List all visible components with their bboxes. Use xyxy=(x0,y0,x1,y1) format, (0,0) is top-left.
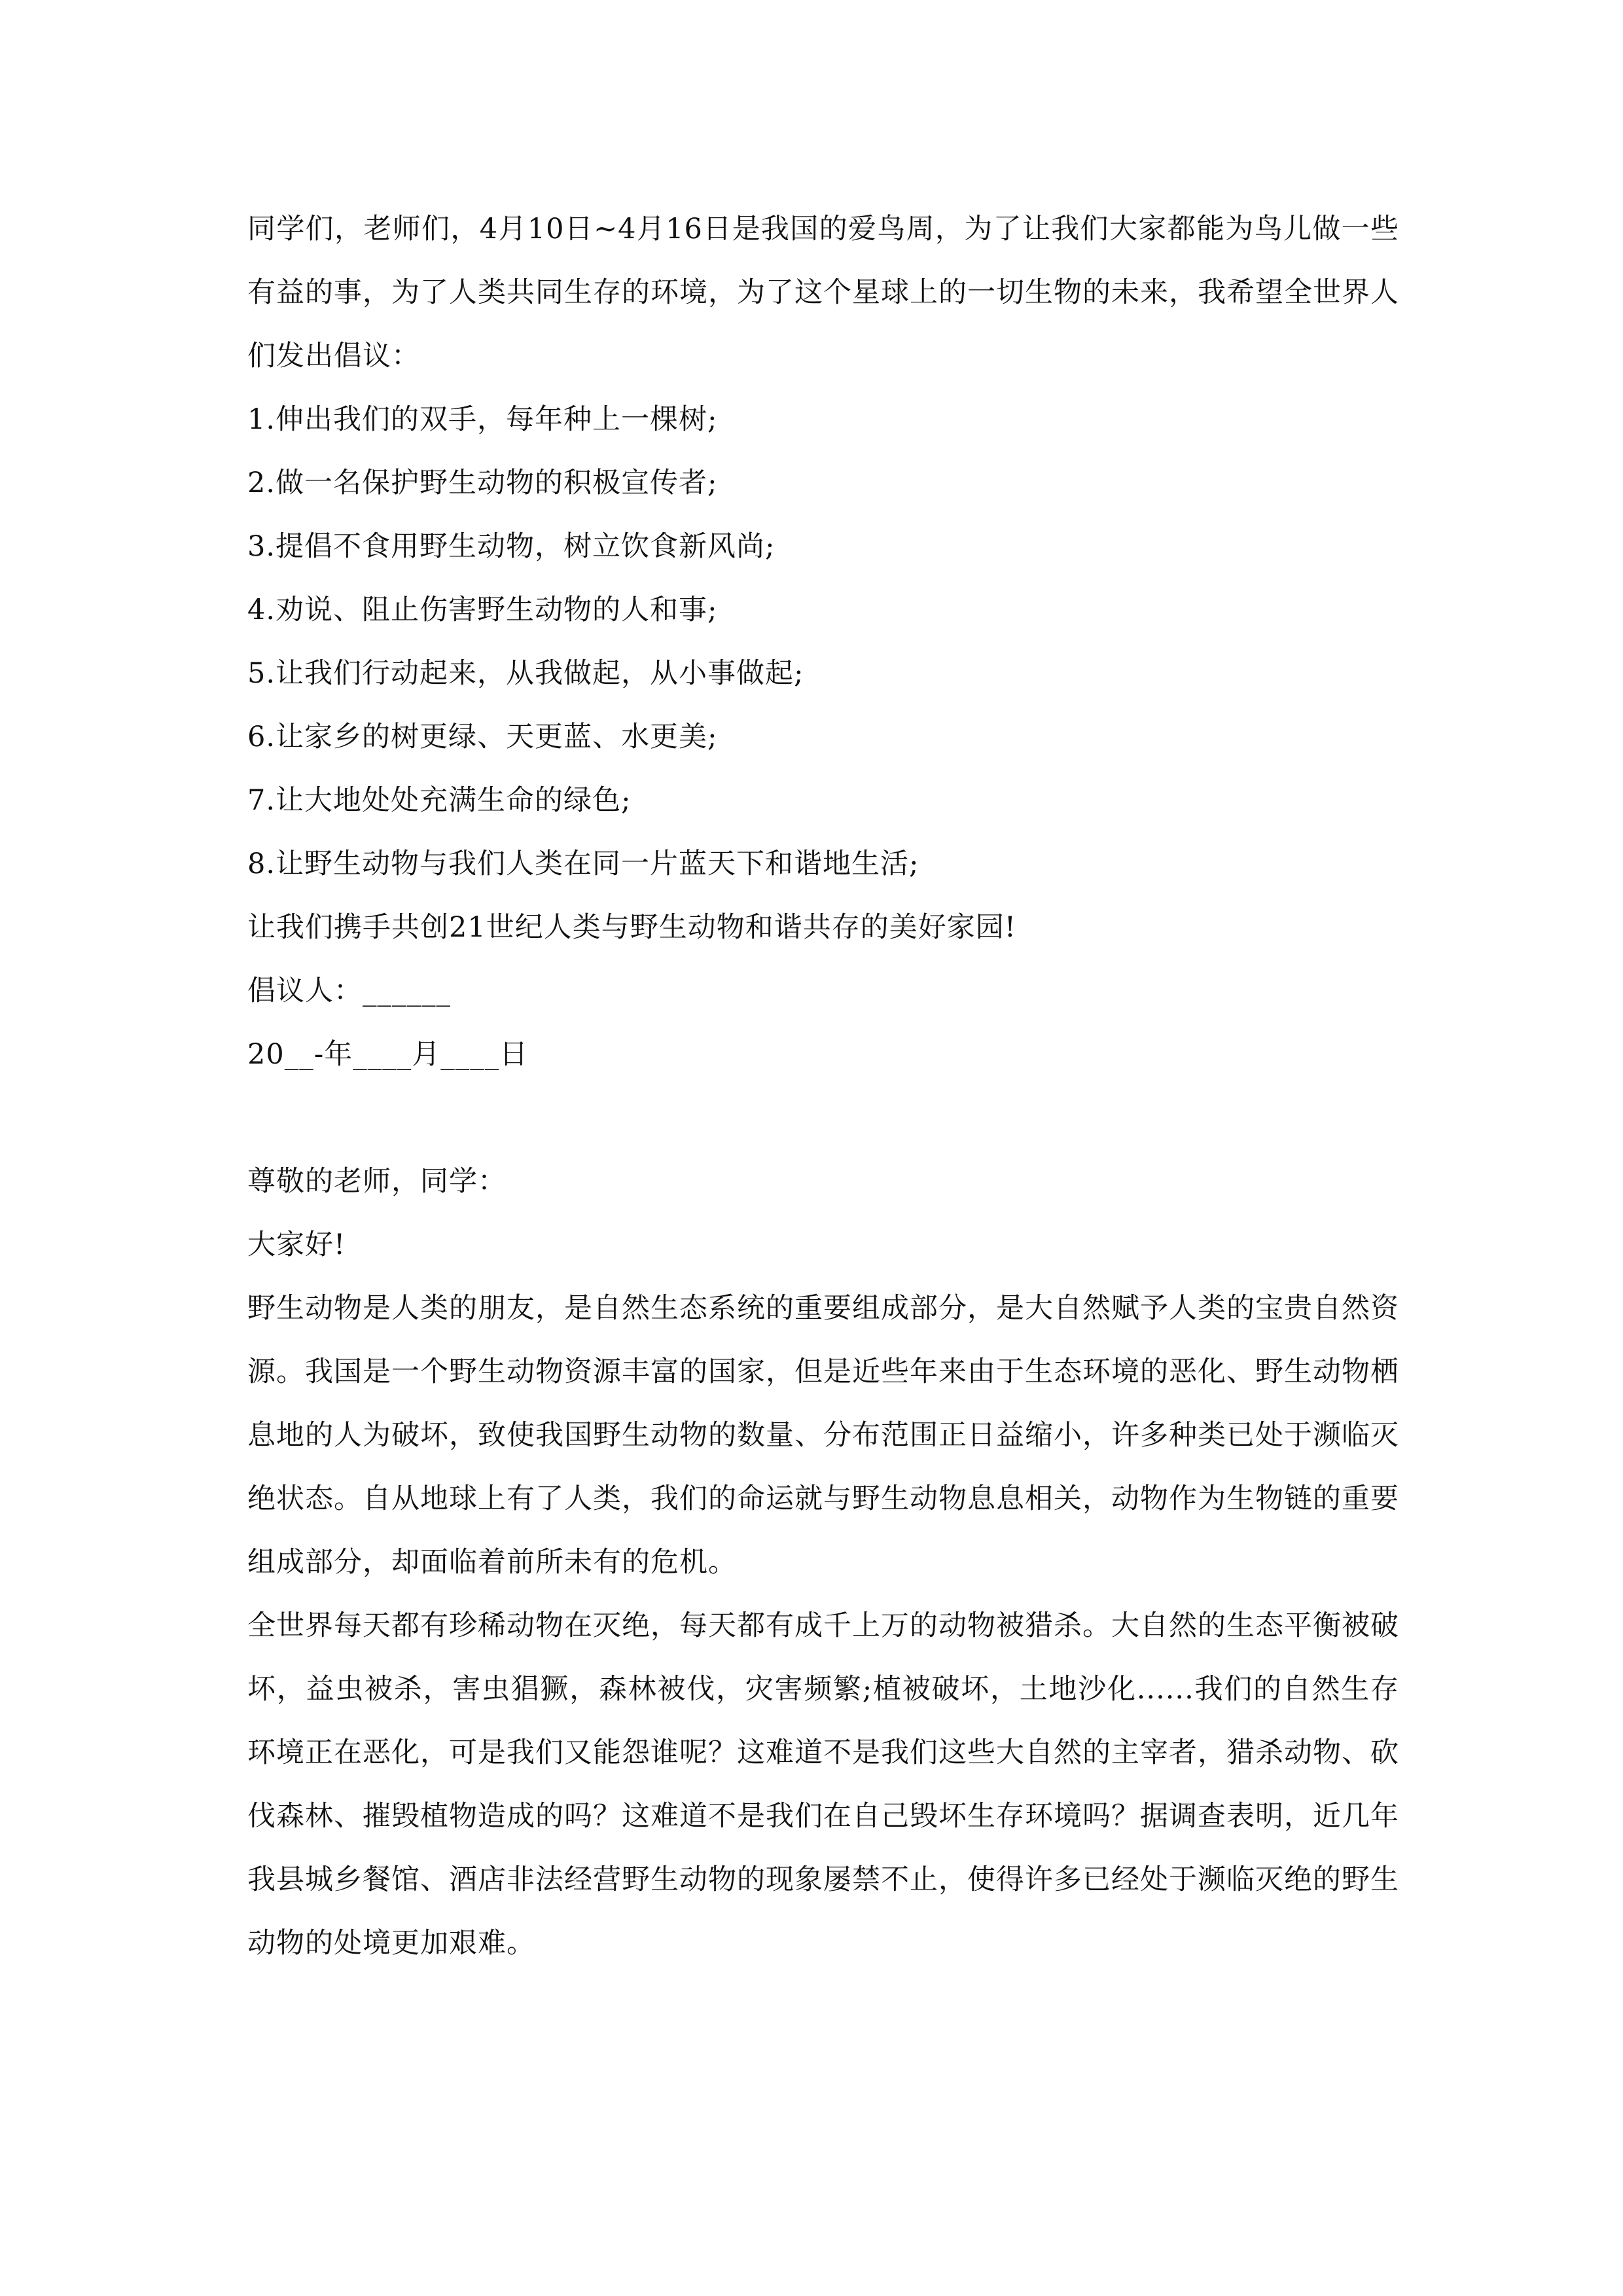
proposal-closing: 让我们携手共创21世纪人类与野生动物和谐共存的美好家园! xyxy=(247,911,1016,944)
proposal-item-3: 3.提倡不食用野生动物，树立饮食新风尚; xyxy=(247,530,776,563)
proposal-intro: 同学们，老师们，4月10日~4月16日是我国的爱鸟周，为了让我们大家都能为鸟儿做一些有益的事，为了人类共同生存的环境，为了这个星球上的一切生物的未来，我希望全世界人们发出倡议： xyxy=(247,213,1399,372)
speech-paragraph-1: 野生动物是人类的朋友，是自然生态系统的重要组成部分，是大自然赋予人类的宝贵自然资源。我国是一个野生动物资源丰富的国家，但是近些年来由于生态环境的恶化、野生动物栖息地的人为破坏，致使我国野生动物的数量、分布范围正日益缩小，许多种类已处于濒临灭绝状态。自从地球上有了人类，我们的命运就与野生动物息息相关，动物作为生物链的重要组成部分，却面临着前所未有的危机。 xyxy=(247,1292,1399,1579)
proposal-item-2: 2.做一名保护野生动物的积极宣传者; xyxy=(247,467,718,499)
document-body xyxy=(247,198,1399,1975)
speech-paragraph-2: 全世界每天都有珍稀动物在灭绝，每天都有成千上万的动物被猎杀。大自然的生态平衡被破坏，益虫被杀，害虫猖獗，森林被伐，灾害频繁;植被破坏，土地沙化......我们的自然生存环境正在恶化，可是我们又能怨谁呢？这难道不是我们这些大自然的主宰者，猎杀动物、砍伐森林、摧毁植物造成的吗？这难道不是我们在自己毁坏生存环境吗？据调查表明，近几年我县城乡餐馆、酒店非法经营野生动物的现象屡禁不止，使得许多已经处于濒临灭绝的野生动物的处境更加艰难。 xyxy=(247,1609,1399,1960)
section-divider-space xyxy=(247,1086,1399,1150)
proposal-date: 20__-年____月____日 xyxy=(247,1038,529,1071)
proposal-item-8: 8.让野生动物与我们人类在同一片蓝天下和谐地生活; xyxy=(247,848,919,880)
speech-greeting: 大家好! xyxy=(247,1229,346,1261)
speech-salutation: 尊敬的老师，同学： xyxy=(247,1165,507,1198)
proposal-item-4: 4.劝说、阻止伤害野生动物的人和事; xyxy=(247,594,718,626)
proposal-signer: 倡议人：______ xyxy=(247,975,451,1007)
proposal-item-5: 5.让我们行动起来，从我做起，从小事做起; xyxy=(247,657,804,690)
proposal-item-1: 1.伸出我们的双手，每年种上一棵树; xyxy=(247,403,718,436)
proposal-item-7: 7.让大地处处充满生命的绿色; xyxy=(247,784,632,817)
proposal-item-6: 6.让家乡的树更绿、天更蓝、水更美; xyxy=(247,721,718,753)
